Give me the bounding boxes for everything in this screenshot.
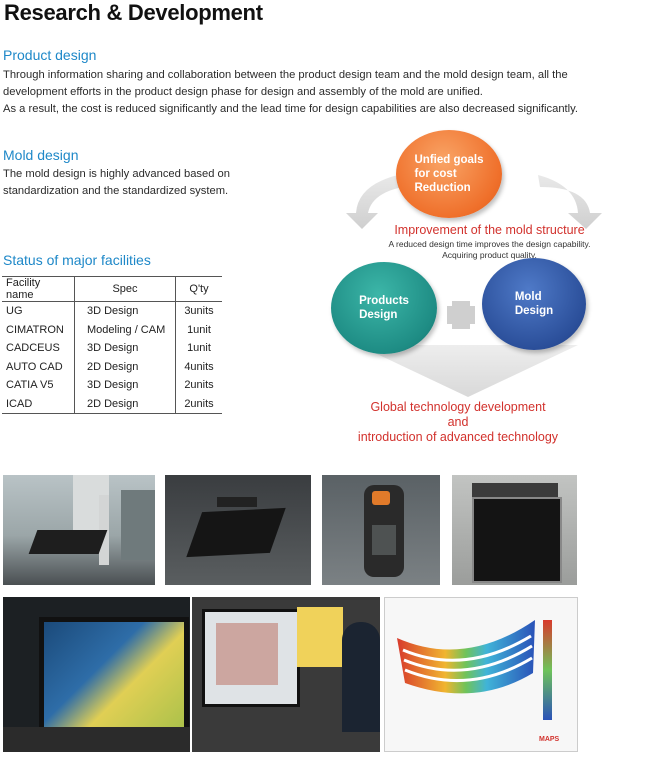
designer-workstation-photo [192,597,380,752]
simulation-screenshot [384,597,578,752]
product-design-line: development efforts in the product design phase for design and assembly of the mold are unified. [3,86,483,98]
table-cell: 1unit [176,321,223,340]
mold-design-circle [482,258,586,350]
table-row [2,395,222,414]
column-header: Q'ty [176,277,223,302]
table-cell: CADCEUS [6,342,60,355]
right-curve-arrow [538,175,602,229]
improvement-text [318,239,661,261]
table-cell: AUTO CAD [6,360,63,373]
heat-sink-photo [165,475,311,585]
global-line: introduction of advanced technology [357,430,559,444]
mold-design-line: The mold design is highly advanced based on [3,168,231,180]
table-cell: 4units [176,358,223,377]
table-cell: 3D Design [75,376,176,395]
table-cell: 3D Design [75,339,176,358]
simulation-plot [385,598,578,752]
table-row [2,321,222,340]
plus-icon [447,301,475,329]
product-design-heading: Product design [3,47,97,63]
table-cell: ICAD [2,395,75,414]
products-design-circle [331,262,437,354]
table-cell: CATIA V5 [6,379,54,392]
table-cell: UG [6,305,23,318]
case-photo [452,475,577,585]
circle-label: Design [359,309,398,321]
table-row [2,358,222,377]
controller-photo [322,475,440,585]
table-cell: 2units [176,376,223,395]
mold-design-heading: Mold design [3,147,79,163]
circle-label: Unfied goals [414,154,484,166]
global-line: Global technology development [370,400,546,414]
left-curve-arrow [346,175,403,229]
maps-logo: MAPS [539,736,560,743]
column-header: Spec [75,277,176,302]
table-cell: 3units [176,302,223,321]
page-title: Research & Development [4,0,263,25]
design-diagram [318,125,661,455]
machine-photo [3,475,155,585]
table-cell: 2units [176,395,223,414]
table-header-row [2,277,222,302]
global-technology-text [318,400,598,445]
mold-design-text [3,166,303,200]
table-cell: 3D Design [75,302,176,321]
table-cell: CIMATRON [6,323,64,336]
table-cell: 2D Design [75,395,176,414]
circle-label: Reduction [414,182,471,194]
global-line: and [447,415,469,429]
unified-goals-circle [396,130,502,218]
mold-design-line: standardization and the standardized system. [3,185,229,197]
product-design-line: Through information sharing and collaboration between the product design team and the mold design team, all the [3,69,568,81]
column-header: Facility name [2,277,75,302]
product-design-text [3,67,661,118]
improvement-title: Improvement of the mold structure [394,223,585,237]
table-cell: 1unit [176,339,223,358]
product-design-line: As a result, the cost is reduced significantly and the lead time for design capabilities are also decreased significantly. [3,103,579,115]
table-row [2,339,222,358]
table-cell: 2D Design [75,358,176,377]
circle-label: Mold [514,291,542,303]
facilities-heading: Status of major facilities [3,252,151,268]
circle-label: Products [359,295,409,307]
table-cell: Modeling / CAM [75,321,176,340]
table-row [2,302,222,321]
improvement-line: Acquiring product quality. [442,250,537,260]
facilities-table [2,276,222,414]
table-row [2,376,222,395]
circle-label: Design [514,305,554,317]
improvement-line: A reduced design time improves the design capability. [388,239,591,249]
cad-monitor-photo [3,597,190,752]
circle-label: for cost [414,168,457,180]
